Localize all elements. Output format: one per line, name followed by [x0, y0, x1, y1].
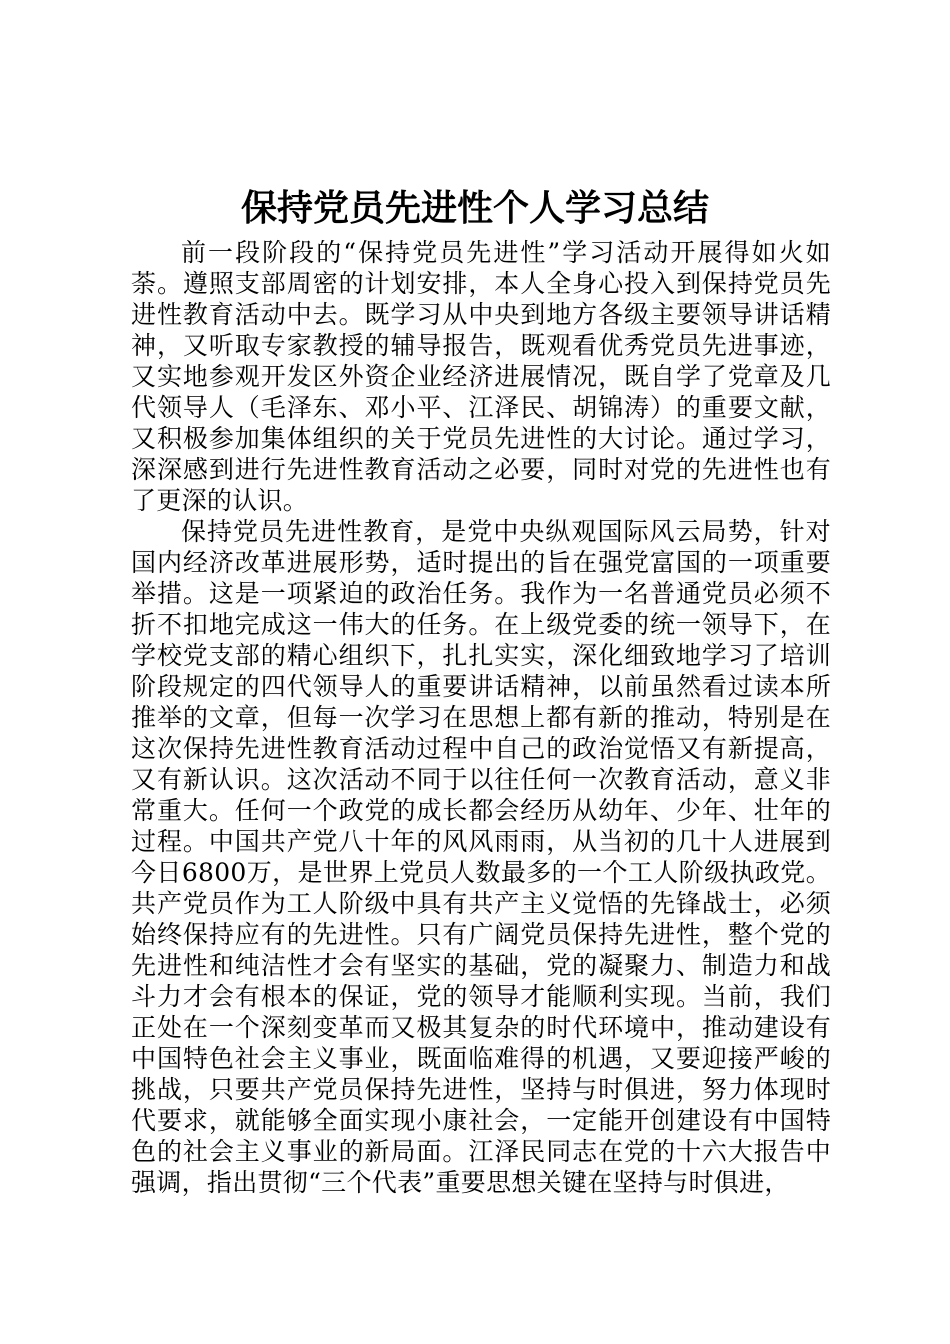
paragraph-2: 保持党员先进性教育，是党中央纵观国际风云局势，针对国内经济改革进展形势，适时提出的旨在强党富国的一项重要举措。这是一项紧迫的政治任务。我作为一名普通党员必须不折不扣地完成这一伟大的任务。在上级党委的统一领导下，在学校党支部的精心组织下，扎扎实实，深化细致地学习了培训阶段规定的四代领导人的重要讲话精神，以前虽然看过读本所推举的文章，但每一次学习在思想上都有新的推动，特别是在这次保持先进性教育活动过程中自己的政治觉悟又有新提高，又有新认识。这次活动不同于以往任何一次教育活动，意义非常重大。任何一个政党的成长都会经历从幼年、少年、壮年的过程。中国共产党八十年的风风雨雨，从当初的几十人进展到今日6800万，是世界上党员人数最多的一个工人阶级执政党。共产党员作为工人阶级中具有共产主义觉悟的先锋战士，必须始终保持应有的先进性。只有广阔党员保持先进性，整个党的先进性和纯洁性才会有坚实的基础，党的凝聚力、制造力和战斗力才会有根本的保证，党的领导才能顺利实现。当前，我们正处在一个深刻变革而又极其复杂的时代环境中，推动建设有中国特色社会主义事业，既面临难得的机遇，又要迎接严峻的挑战，只要共产党员保持先进性，坚持与时俱进，努力体现时代要求，就能够全面实现小康社会，一定能开创建设有中国特色的社会主义事业的新局面。江泽民同志在党的十六大报告中强调，指出贯彻“三个代表”重要思想关键在坚持与时俱进， [131, 517, 831, 1197]
paragraph-1: 前一段阶段的“保持党员先进性”学习活动开展得如火如荼。遵照支部周密的计划安排，本人全身心投入到保持党员先进性教育活动中去。既学习从中央到地方各级主要领导讲话精神，又听取专家教授的辅导报告，既观看优秀党员先进事迹，又实地参观开发区外资企业经济进展情况，既自学了党章及几代领导人（毛泽东、邓小平、江泽民、胡锦涛）的重要文献，又积极参加集体组织的关于党员先进性的大讨论。通过学习，深深感到进行先进性教育活动之必要，同时对党的先进性也有了更深的认识。 [131, 238, 831, 515]
document-body [131, 237, 831, 1198]
document-title: 保持党员先进性个人学习总结 [240, 188, 709, 229]
